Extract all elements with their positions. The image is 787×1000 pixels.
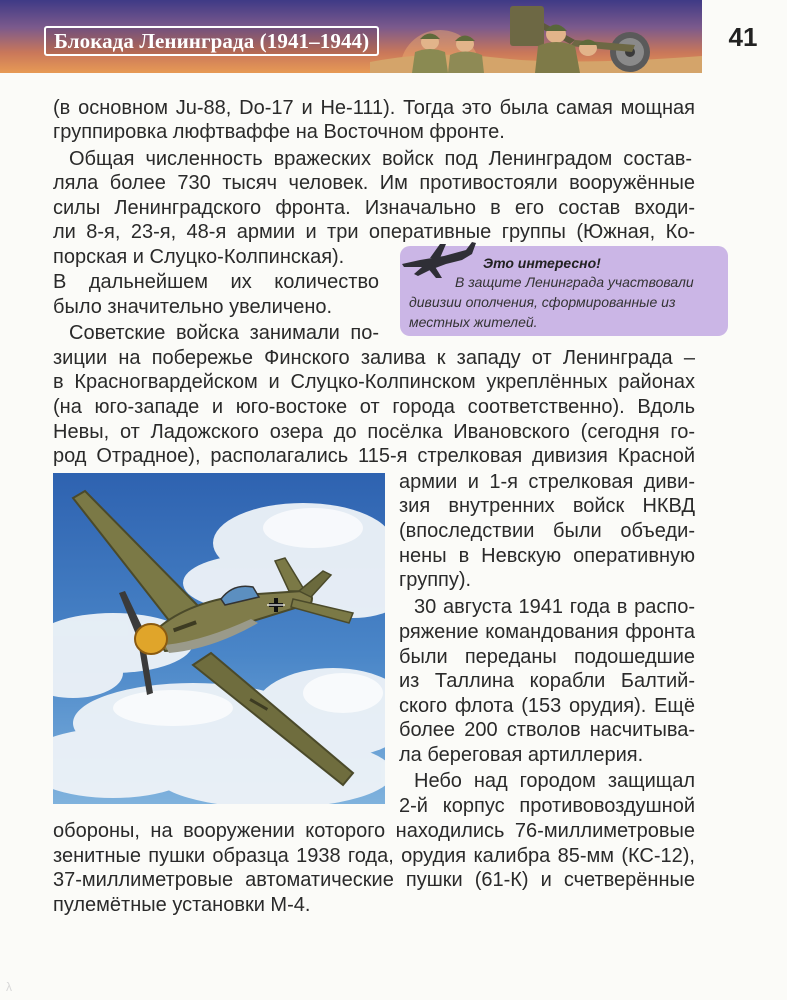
callout-text-line: В защите Ленинграда участвовали <box>455 274 694 290</box>
callout-text-line: местных жителей. <box>409 314 538 330</box>
paragraph-line: Невы, от Ладожского озера до посёлка Ивановского (сегодня го- <box>53 421 695 443</box>
paragraph-line: (впоследствии были объеди- <box>399 520 695 542</box>
paragraph-line: Общая численность вражеских войск под Ленинградом состав- <box>69 148 692 170</box>
page-number: 41 <box>728 22 758 52</box>
paragraph-line: ли 8-я, 23-я, 48-я армии и три оперативные группы (Южная, Ко- <box>53 221 695 243</box>
callout-text-line: дивизии ополчения, сформированные из <box>409 294 676 310</box>
paragraph-line: силы Ленинградского фронта. Изначально в его состав входи- <box>53 197 695 219</box>
paragraph-line: порская и Слуцко-Колпинская). <box>53 246 345 268</box>
paragraph-line: ла береговая артиллерия. <box>399 744 644 766</box>
paragraph-line: зиции на побережье Финского залива к западу от Ленинграда – <box>53 347 695 369</box>
paragraph-line: ряжение командования фронта <box>399 621 695 643</box>
paragraph-line: группировка люфтваффе на Восточном фронте. <box>53 121 505 143</box>
paragraph-line: армии и 1-я стрелковая диви- <box>399 471 695 493</box>
paragraph-line: было значительно увеличено. <box>53 296 333 318</box>
paragraph-line: более 200 стволов насчитыва- <box>399 719 695 741</box>
paragraph-line: группу). <box>399 569 472 591</box>
chapter-header-banner <box>0 0 702 73</box>
paragraph-line: род Отрадное), располагались 115-я стрелковая дивизия Красной <box>53 445 695 467</box>
aircraft-illustration <box>53 473 385 804</box>
soldiers-with-gun-illustration <box>370 0 702 73</box>
paragraph-line: из Таллина корабли Балтий- <box>399 670 695 692</box>
paragraph-line: (на юго-западе и юго-востоке от города соответственно). Вдоль <box>53 396 695 418</box>
paragraph-line: (в основном Ju-88, Do-17 и He-111). Тогда это была самая мощная <box>53 97 695 119</box>
paragraph-line: Небо над городом защищал <box>414 770 695 792</box>
paragraph-line: обороны, на вооружении которого находились 76-миллиметровые <box>53 820 695 842</box>
callout-title: Это интересно! <box>483 255 601 271</box>
paragraph-line: зия внутренних войск НКВД <box>399 495 695 517</box>
chapter-title: Блокада Ленинграда (1941–1944) <box>54 29 370 53</box>
fact-callout-box <box>400 246 728 336</box>
chapter-title-frame <box>44 26 379 56</box>
paragraph-line: Советские войска занимали по- <box>69 322 379 344</box>
paragraph-line: 2-й корпус противовоздушной <box>399 795 695 817</box>
paragraph-line: зенитные пушки образца 1938 года, орудия калибра 85-мм (КС-12), <box>53 845 695 867</box>
fighter-aircraft-in-cloudy-sky-illustration <box>53 473 385 804</box>
paragraph-line: ляла более 730 тысяч человек. Им противостояли вооружённые <box>53 172 695 194</box>
paragraph-line: 37-миллиметровые автоматические пушки (61-К) и счетверённые <box>53 869 695 891</box>
paragraph-line: нены в Невскую оперативную <box>399 545 695 567</box>
paragraph-line: пулемётные установки М-4. <box>53 894 311 916</box>
paragraph-line: в Красногвардейском и Слуцко-Колпинском укреплённых районах <box>53 371 695 393</box>
paragraph-line: 30 августа 1941 года в распо- <box>414 596 695 618</box>
paragraph-line: ского флота (153 орудия). Ещё <box>399 695 695 717</box>
paragraph-line: В дальнейшем их количество <box>53 271 379 293</box>
page-corner-mark: λ <box>6 980 12 994</box>
paragraph-line: были переданы подошедшие <box>399 646 695 668</box>
